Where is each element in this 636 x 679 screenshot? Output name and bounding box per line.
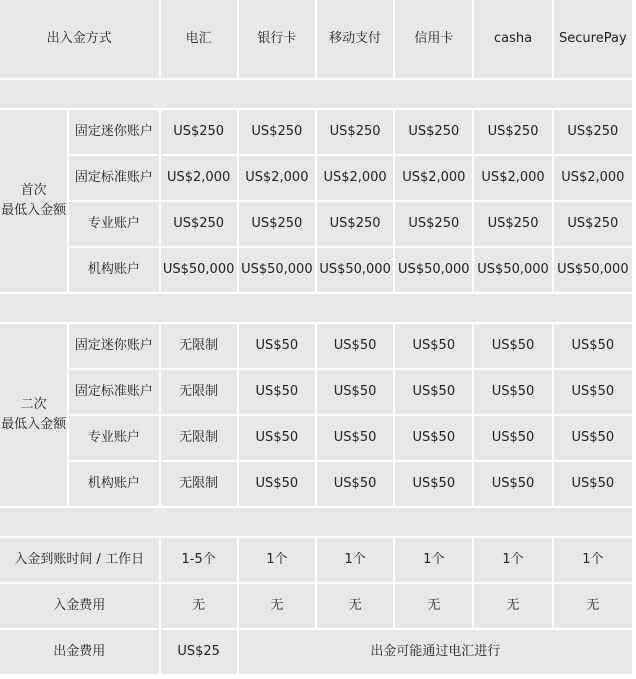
account-type: 专业账户 [69, 202, 158, 246]
account-type: 固定标准账户 [69, 370, 158, 414]
deposit-fee-label: 入金费用 [0, 584, 159, 628]
table-cell: US$2,000 [239, 156, 315, 200]
group-line: 首次 [20, 183, 47, 198]
table-cell: US$50 [554, 370, 632, 414]
table-cell: US$50 [474, 370, 551, 414]
second-deposit-group-label [0, 324, 67, 506]
table-cell: US$50,000 [239, 248, 315, 292]
table-cell: US$250 [474, 110, 551, 154]
table-row [0, 370, 632, 414]
table-cell: US$50 [395, 370, 472, 414]
table-cell: 1个 [395, 538, 472, 582]
spacer-row [0, 80, 632, 108]
withdraw-fee-wire: US$25 [161, 630, 237, 674]
table-cell: US$50 [239, 324, 315, 368]
table-cell: US$250 [395, 110, 472, 154]
table-cell: US$50 [317, 370, 393, 414]
table-cell: 1个 [317, 538, 393, 582]
table-cell: 无限制 [161, 324, 237, 368]
table-cell: US$50 [395, 324, 472, 368]
method-mobile-pay: 移动支付 [317, 0, 393, 78]
table-cell: US$50,000 [554, 248, 632, 292]
spacer-row [0, 294, 632, 322]
table-cell: 1个 [554, 538, 632, 582]
table-row [0, 462, 632, 506]
table-cell: US$50 [317, 324, 393, 368]
table-cell: US$2,000 [554, 156, 632, 200]
table-cell: 无 [395, 584, 472, 628]
table-cell: US$2,000 [474, 156, 551, 200]
table-row [0, 416, 632, 460]
table-row [0, 584, 632, 628]
table-cell: US$250 [161, 202, 237, 246]
table-cell: US$50,000 [317, 248, 393, 292]
table-cell: US$50,000 [161, 248, 237, 292]
method-wire-transfer: 电汇 [161, 0, 237, 78]
spacer [0, 294, 632, 322]
table-cell: 无 [239, 584, 315, 628]
table-cell: 无限制 [161, 462, 237, 506]
table-cell: US$50 [239, 416, 315, 460]
table-cell: 无限制 [161, 416, 237, 460]
table-row [0, 156, 632, 200]
table-cell: US$50 [395, 462, 472, 506]
table-cell: 1-5个 [161, 538, 237, 582]
method-credit-card: 信用卡 [395, 0, 472, 78]
table-cell: US$50 [474, 416, 551, 460]
spacer [0, 80, 632, 108]
table-cell: US$50 [474, 462, 551, 506]
table-cell: 无 [554, 584, 632, 628]
table-cell: US$2,000 [161, 156, 237, 200]
account-type: 专业账户 [69, 416, 158, 460]
table-cell: US$250 [474, 202, 551, 246]
table-cell: US$250 [317, 110, 393, 154]
header-label: 出入金方式 [0, 0, 159, 78]
table-row [0, 202, 632, 246]
table-cell: US$2,000 [395, 156, 472, 200]
arrival-time-label: 入金到账时间 / 工作日 [0, 538, 159, 582]
header-row [0, 0, 632, 78]
table-cell: US$2,000 [317, 156, 393, 200]
account-type: 固定迷你账户 [69, 324, 158, 368]
table-cell: 1个 [474, 538, 551, 582]
table-cell: 无 [317, 584, 393, 628]
table-cell: US$250 [554, 202, 632, 246]
table-cell: 无限制 [161, 370, 237, 414]
table-cell: US$250 [161, 110, 237, 154]
withdraw-fee-label: 出金费用 [0, 630, 159, 674]
table-row [0, 248, 632, 292]
table-cell: US$50 [239, 462, 315, 506]
method-bank-card: 银行卡 [239, 0, 315, 78]
table-cell: 无 [161, 584, 237, 628]
table-cell: US$50 [554, 416, 632, 460]
table-cell: US$50 [554, 462, 632, 506]
method-securepay: SecurePay [554, 0, 632, 78]
table-cell: US$50,000 [395, 248, 472, 292]
spacer-row [0, 508, 632, 536]
table-cell: US$250 [317, 202, 393, 246]
group-line: 最低入金额 [1, 417, 67, 432]
table-cell: US$50,000 [474, 248, 551, 292]
group-line: 二次 [20, 397, 47, 412]
account-type: 固定标准账户 [69, 156, 158, 200]
table-row [0, 110, 632, 154]
table-cell: US$50 [395, 416, 472, 460]
account-type: 机构账户 [69, 462, 158, 506]
spacer [0, 508, 632, 536]
table-cell: 无 [474, 584, 551, 628]
withdraw-fee-note: 出金可能通过电汇进行 [239, 630, 632, 674]
table-cell: US$50 [317, 416, 393, 460]
table-cell: US$250 [554, 110, 632, 154]
table-row [0, 324, 632, 368]
table-row [0, 630, 632, 674]
table-cell: 1个 [239, 538, 315, 582]
table-cell: US$50 [317, 462, 393, 506]
table-cell: US$50 [239, 370, 315, 414]
table-cell: US$50 [474, 324, 551, 368]
method-casha: casha [474, 0, 551, 78]
first-deposit-group-label [0, 110, 67, 292]
table-cell: US$250 [239, 110, 315, 154]
table-cell: US$250 [395, 202, 472, 246]
account-type: 固定迷你账户 [69, 110, 158, 154]
group-line: 最低入金额 [1, 203, 67, 218]
table-cell: US$250 [239, 202, 315, 246]
table-cell: US$50 [554, 324, 632, 368]
account-type: 机构账户 [69, 248, 158, 292]
table-row [0, 538, 632, 582]
